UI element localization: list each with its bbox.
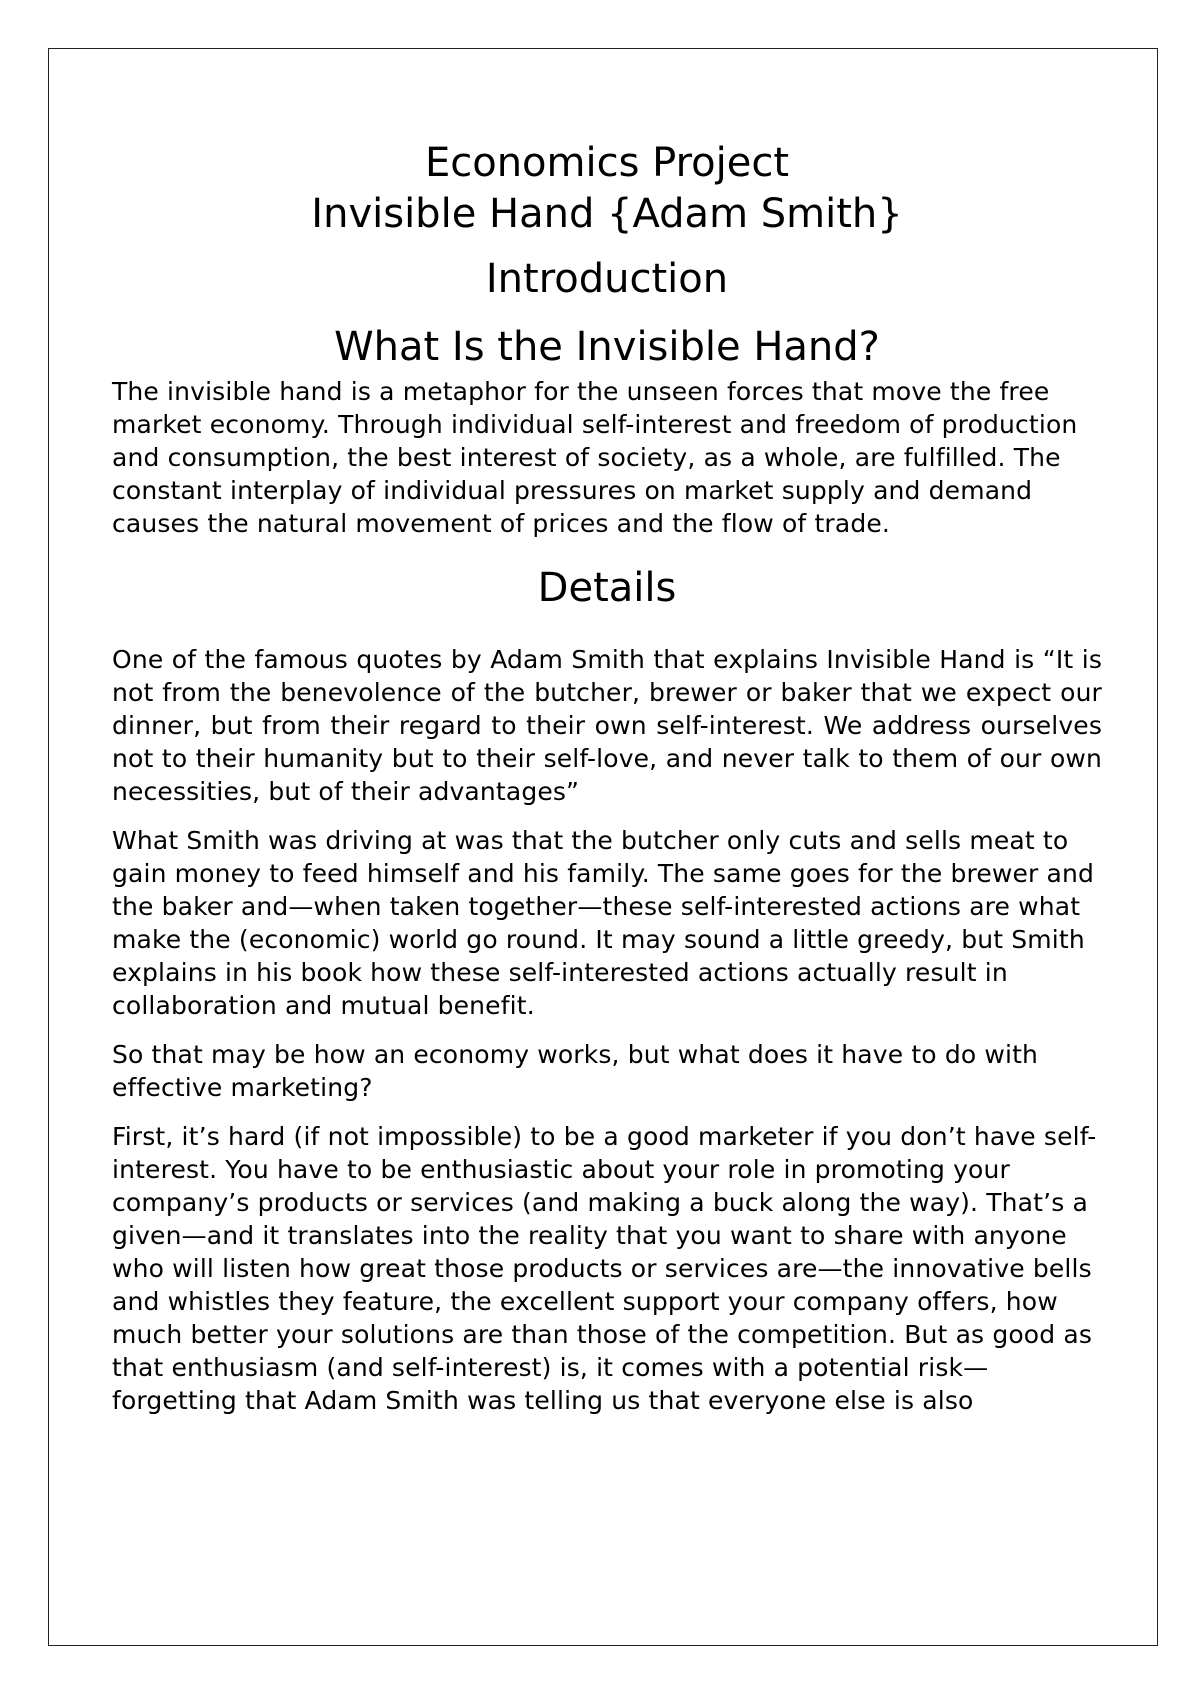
- details-paragraph-butcher: What Smith was driving at was that the butcher only cuts and sells meat to gain money to feed himself and his family. The same goes for the brewer and the baker and—when taken together—these self-interested actions are what make the (economic) world go round. It may sound a little greedy, but Smith explains in his book how these self-interested actions actually result in collaboration and mutual benefit.: [112, 826, 1095, 1020]
- details-paragraph-marketing-question: So that may be how an economy works, but what does it have to do with effective marketing?: [112, 1040, 1039, 1102]
- section-heading-introduction: Introduction: [485, 256, 729, 302]
- title-line-2: Invisible Hand {Adam Smith}: [311, 191, 903, 237]
- document-title: [112, 138, 1102, 240]
- title-line-1: Economics Project: [424, 140, 790, 186]
- details-paragraph-quote: One of the famous quotes by Adam Smith that explains Invisible Hand is “It is not from the benevolence of the butcher, brewer or baker that we expect our dinner, but from their regard to their own self-interest. We address ourselves not to their humanity but to their self-love, and never talk to them of our own necessities, but of their advantages”: [112, 645, 1102, 806]
- section-heading-what-is: What Is the Invisible Hand?: [334, 324, 880, 370]
- document-content: [112, 138, 1102, 1417]
- details-paragraph-self-interest: First, it’s hard (if not impossible) to be a good marketer if you don’t have self- interest. You have to be enthusiastic about your role in promoting your company’s products or services (and making a buck along the way). That’s a given—and it translates into the reality that you want to share with anyone who will listen how great those products or services are—the innovative bells and whistles they feature, the excellent support your company offers, how much better your solutions are than those of the competition. But as good as that enthusiasm (and self-interest) is, it comes with a potential risk—forgetting that Adam Smith was telling us that everyone else is also: [112, 1122, 1097, 1415]
- section-heading-details: Details: [537, 565, 677, 611]
- intro-paragraph: The invisible hand is a metaphor for the unseen forces that move the free market economy. Through individual self-interest and freedom of production and consumption, the best interest of society, as a whole, are fulfilled. The constant interplay of individual pressures on market supply and demand causes the natural movement of prices and the flow of trade.: [112, 377, 1078, 538]
